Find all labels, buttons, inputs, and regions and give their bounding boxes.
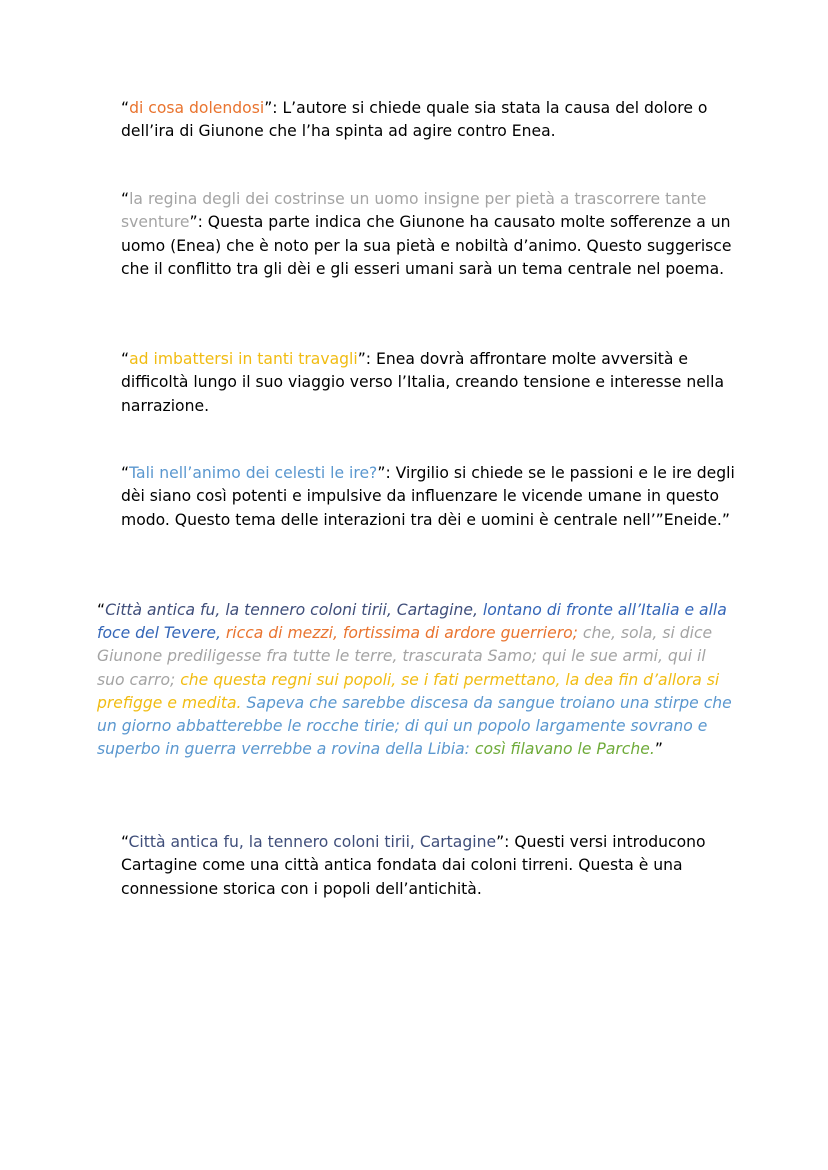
passage-segment-5: che questa regni sui popoli, se i fati permettano, la dea fin d’allora si prefigge e medita. [97, 670, 720, 712]
passage-segment-7: così filavano le Parche. [474, 740, 655, 759]
open-quote: “ [121, 833, 129, 851]
close-quote: ” [654, 740, 663, 759]
commentary-paragraph-2 [121, 188, 741, 282]
commentary-text: : L’autore si chiede quale sia stata la causa del dolore o dell’ira di Giunone che l’ha spinta ad agire contro Enea. [121, 99, 708, 141]
passage-segment-3: ricca di mezzi, fortissima di ardore guerriero; [225, 624, 583, 643]
open-quote: “ [121, 99, 130, 117]
close-quote: ” [264, 99, 273, 117]
close-quote: ” [189, 213, 198, 232]
quoted-phrase: di cosa dolendosi [129, 99, 265, 117]
commentary-text: : Virgilio si chiede se le passioni e le ire degli dèi siano così potenti e impulsive da influenzare le vicende umane in questo modo. Questo tema delle interazioni tra dèi e uomini è centrale nell’”Eneide.” [121, 464, 735, 529]
quoted-phrase: ad imbattersi in tanti travagli [129, 350, 358, 368]
quoted-phrase: la regina degli dei costrinse un uomo insigne per pietà a trascorrere tante sventure [121, 190, 707, 232]
commentary-text: : Enea dovrà affrontare molte avversità e difficoltà lungo il suo viaggio verso l’Italia, creando tensione e interesse nella narrazione. [121, 350, 725, 415]
open-quote: “ [121, 190, 130, 208]
passage-segment-2: lontano di fronte all’Italia e alla foce del Tevere, [97, 601, 727, 643]
close-quote: ” [496, 833, 505, 851]
passage-segment-4: che, sola, si dice Giunone prediligesse fra tutte le terre, trascurata Samo; qui le sue armi, qui il suo carro; [97, 624, 713, 689]
commentary-text: : Questa parte indica che Giunone ha causato molte sofferenze a un uomo (Enea) che è noto per la sua pietà e nobiltà d’animo. Questo suggerisce che il conflitto tra gli dèi e gli esseri umani sarà un tema centrale nel poema. [121, 213, 732, 279]
quoted-phrase: Città antica fu, la tennero coloni tirii, Cartagine [128, 833, 497, 851]
commentary-text: : Questi versi introducono Cartagine come una città antica fondata dai coloni tirreni. Questa è una connessione storica con i popoli dell’antichità. [121, 833, 706, 898]
close-quote: ” [357, 350, 366, 368]
open-quote: “ [121, 350, 130, 368]
quoted-phrase: Tali nell’animo dei celesti le ire? [129, 464, 378, 482]
commentary-paragraph-5 [121, 831, 741, 901]
passage-segment-1: Città antica fu, la tennero coloni tirii, Cartagine, [105, 601, 483, 619]
open-quote: “ [121, 464, 130, 482]
open-quote: “ [97, 601, 106, 619]
aeneid-passage [97, 599, 737, 761]
commentary-paragraph-1 [121, 97, 741, 144]
close-quote: ” [377, 464, 386, 482]
commentary-paragraph-4 [121, 462, 741, 532]
commentary-paragraph-3 [121, 348, 741, 418]
passage-segment-6: Sapeva che sarebbe discesa da sangue troiano una stirpe che un giorno abbatterebbe le rocche tirie; di qui un popolo largamente sovrano e superbo in guerra verrebbe a rovina della Libia: [97, 693, 732, 759]
